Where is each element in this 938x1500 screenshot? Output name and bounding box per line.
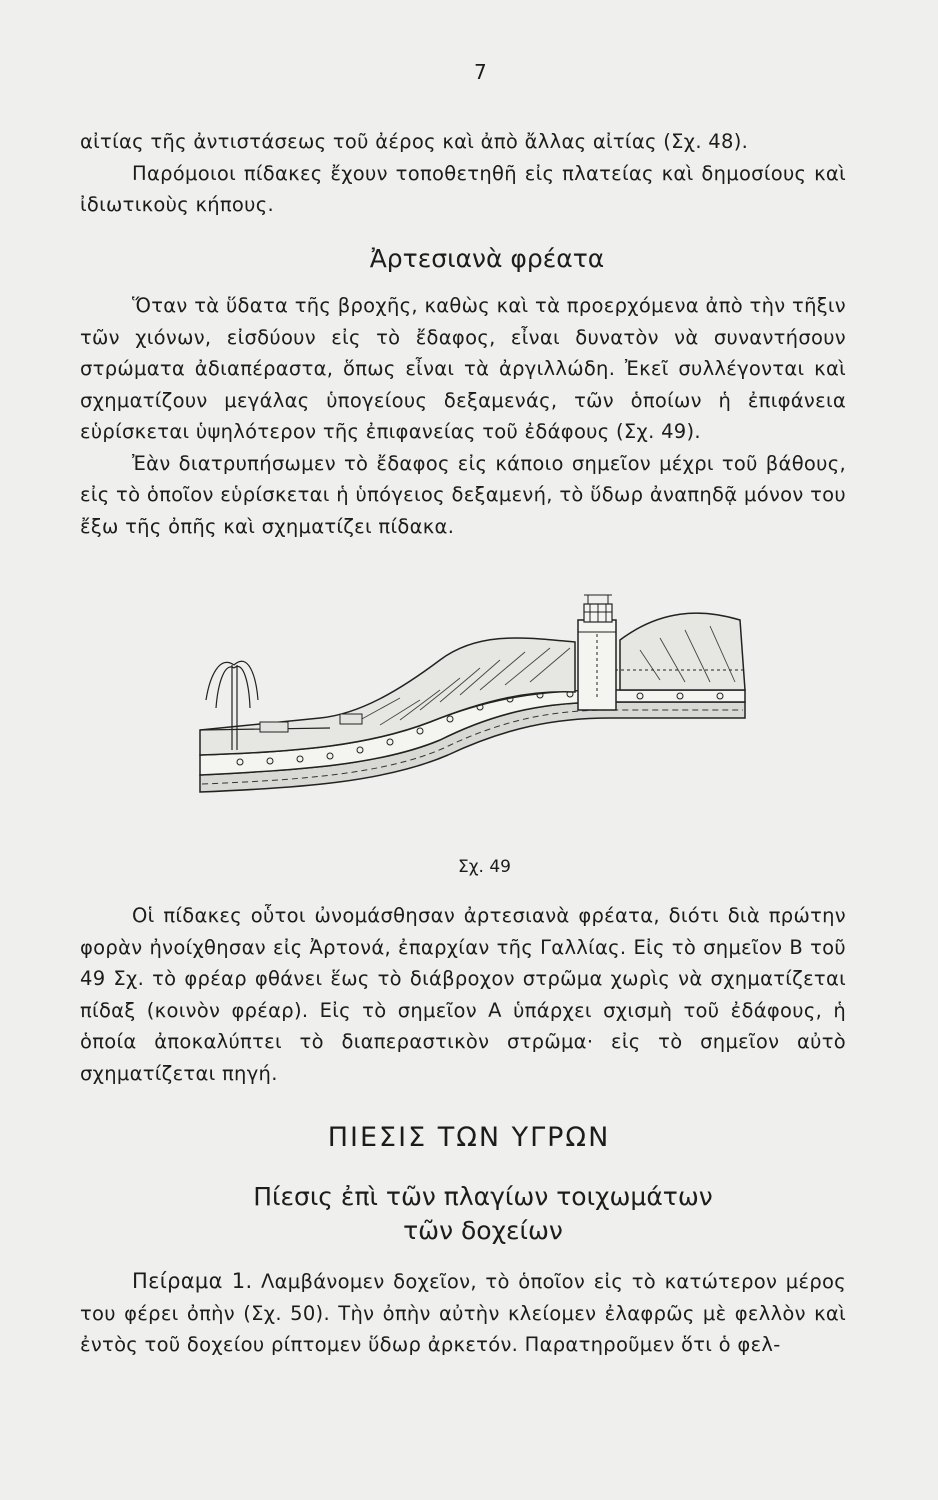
artesian-text [80, 290, 846, 542]
intro-line-2: Παρόμοιοι πίδακες ἔχουν τοποθετηθῆ εἰς πλατείας καὶ δημοσίους καὶ ἰδιωτικοὺς κήπους. [80, 161, 846, 216]
section-heading: ΠΙΕΣΙΣ ΤΩΝ ΥΓΡΩΝ [327, 1122, 611, 1153]
experiment-text: Λαμβάνομεν δοχεῖον, τὸ ὁποῖον εἰς τὸ κατώτερον μέρος του φέρει ὀπὴν (Σχ. 50). Τὴν ὀπὴν αὐτὴν κλείομεν ἐλαφρῶς μὲ φελλὸν καὶ ἐντὸς τοῦ δοχείου ρίπτομεν ὕδωρ ἀρκετόν. Παρατηροῦμεν ὅτι ὁ φελ- [80, 1270, 846, 1356]
figure-caption: Σχ. 49 [458, 857, 512, 877]
artesian-wells-heading: Ἀρτεσιανὰ φρέατα [369, 244, 605, 273]
artesian-paragraph-2: Ἐὰν διατρυπήσωμεν τὸ ἔδαφος εἰς κάποιο σημεῖον μέχρι τοῦ βάθους, εἰς τὸ ὁποῖον εὑρίσκεται ἡ ὑπόγειος δεξαμενή, τὸ ὕδωρ ἀναπηδᾷ μόνον του ἔξω τῆς ὀπῆς καὶ σχηματίζει πίδακα. [80, 451, 846, 538]
intro-paragraph [80, 126, 846, 221]
experiment-paragraph [80, 1266, 846, 1361]
experiment-label: Πείραμα 1. [132, 1269, 253, 1293]
intro-line-1: αἰτίας τῆς ἀντιστάσεως τοῦ ἀέρος καὶ ἀπὸ ἄλλας αἰτίας (Σχ. 48). [80, 130, 749, 153]
subsection-heading-line-2: τῶν δοχείων [403, 1216, 563, 1245]
artesian-paragraph-1: Ὅταν τὰ ὕδατα τῆς βροχῆς, καθὼς καὶ τὰ προερχόμενα ἀπὸ τὴν τῆξιν τῶν χιόνων, εἰσδύουν εἰς τὸ ἔδαφος, εἶναι δυνατὸν νὰ συναντήσουν στρώματα ἀδιαπέραστα, ὅπως εἶναι τὰ ἀργιλλώδη. Ἐκεῖ συλλέγονται καὶ σχηματίζουν μεγάλας ὑπογείους δεξαμενάς, τῶν ὁποίων ἡ ἐπιφάνεια εὑρίσκεται ὑψηλότερον τῆς ἐπιφανείας τοῦ ἐδάφους (Σχ. 49). [80, 294, 846, 443]
artesian-paragraph-3: Οἱ πίδακες οὗτοι ὠνομάσθησαν ἀρτεσιανὰ φρέατα, διότι διὰ πρώτην φορὰν ἠνοίχθησαν εἰς Ἀρτονά, ἐπαρχίαν τῆς Γαλλίας. Εἰς τὸ σημεῖον Β τοῦ 49 Σχ. τὸ φρέαρ φθάνει ἕως τὸ διάβροχον στρῶμα χωρὶς νὰ σχηματίζεται πίδαξ (κοινὸν φρέαρ). Εἰς τὸ σημεῖον Α ὑπάρχει σχισμὴ τοῦ ἐδάφους, ἡ ὁποία ἀποκαλύπτει τὸ διαπεραστικὸν στρῶμα· εἰς τὸ σημεῖον αὐτὸ σχηματίζεται πηγή. [80, 904, 846, 1085]
page-number: 7 [474, 60, 487, 84]
subsection-heading [14, 1180, 938, 1248]
artesian-well-illustration [180, 590, 750, 820]
artesian-explanation [80, 900, 846, 1089]
subsection-heading-line-1: Πίεσις ἐπὶ τῶν πλαγίων τοιχωμάτων [253, 1182, 713, 1211]
